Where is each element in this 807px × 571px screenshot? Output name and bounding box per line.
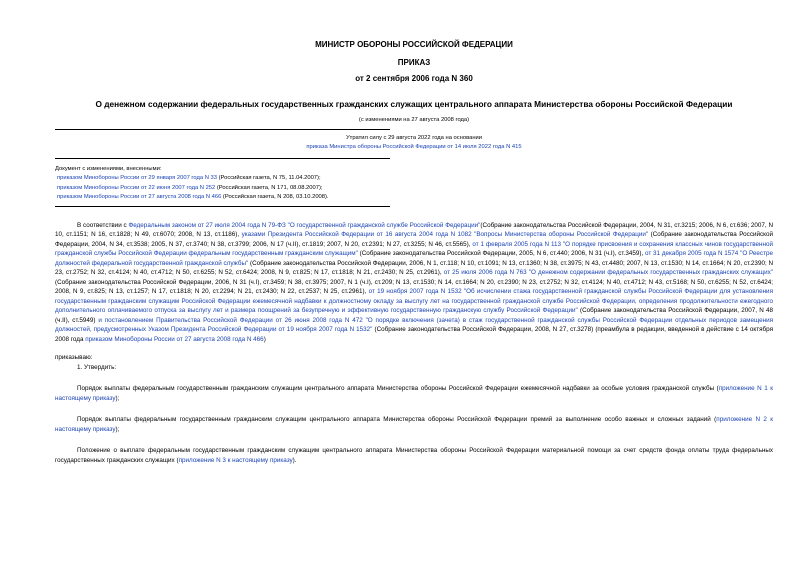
amendment-link[interactable]: приказом Минобороны России от 22 июня 2007 года N 252 xyxy=(57,184,216,191)
ministry-heading: МИНИСТР ОБОРОНЫ РОССИЙСКОЙ ФЕДЕРАЦИИ xyxy=(315,40,513,49)
invalid-notice-link[interactable]: приказа Министра обороны Российской Федерации от 14 июля 2022 года N 415 xyxy=(306,144,522,150)
appendix-link[interactable]: приложение N 2 к настоящему приказу xyxy=(55,416,773,433)
preamble-link[interactable]: от 25 июля 2006 года N 763 "О денежном содержании федеральных государственных гражданских служащих" xyxy=(443,269,773,276)
amendment-item: приказом Минобороны России от 27 августа 2008 года N 466 (Российская газета, N 208, 03.10.2008). xyxy=(57,194,329,200)
preamble-link[interactable]: и постановлением Правительства Российской Федерации от 26 июня 2008 года N 472 "О порядке включения (зачета) в стаж государственной гражданской службы Российской Федерации отдельных периодов замещения должностей, предусмотренных Указом Президента Российской Федерации от 19 ноября 2007 года N 1532" xyxy=(55,316,773,333)
divider xyxy=(55,129,390,130)
preamble-link[interactable]: от 1 февраля 2005 года N 113 "О порядке присвоения и сохранения классных чинов государственной гражданской службы Российской Федерации федеральным государственным гражданским служащим" xyxy=(55,240,773,257)
order-paragraph: Положение о выплате федеральным государственным гражданским служащим центрального аппарата Министерства обороны Российской Федерации материальной помощи за счет средств фонда оплаты труда федеральных государственных гражданских служащих (приложение N 3 к настоящему приказу). xyxy=(55,447,773,464)
amendment-link[interactable]: приказом Минобороны России от 27 августа 2008 года N 466 xyxy=(57,194,222,200)
preamble-link[interactable]: указами Президента Российской Федерации от 16 августа 2004 года N 1082 "Вопросы Министерства обороны Российской Федерации" xyxy=(241,231,649,238)
preamble-link[interactable]: приказом Минобороны России от 27 августа 2008 года N 466 xyxy=(85,335,264,343)
divider xyxy=(55,206,390,207)
amendments-block xyxy=(55,165,773,203)
preamble-link[interactable]: от 19 ноября 2007 года N 1532 "Об исчислении стажа государственной гражданской службы Российской Федерации для установления государственным гражданским служащим Российской Федерации ежемесячной надбавки к должностному окладу за выслугу лет на государственной гражданской службе Российской Федерации, определения продолжительности ежегодного дополнительного оплачиваемого отпуска за выслугу лет и размера поощрений за безупречную и эффективную государственную гражданскую службу Российской Федерации" xyxy=(55,288,773,314)
order-item-1: 1. Утвердить: xyxy=(77,363,117,371)
preamble-link[interactable]: Федеральным законом от 27 июля 2004 года N 79-ФЗ "О государственной гражданской службе Российской Федерации" xyxy=(128,221,481,229)
appendix-link[interactable]: приложение N 1 к настоящему приказу xyxy=(55,385,774,402)
appendix-link[interactable]: приложение N 3 к настоящему приказу xyxy=(178,456,293,464)
order-word: приказываю: xyxy=(55,354,93,361)
doc-type-heading: ПРИКАЗ xyxy=(397,58,431,67)
invalid-notice xyxy=(55,134,773,153)
preamble-paragraph: В соответствии с Федеральным законом от 27 июля 2004 года N 79-ФЗ "О государственной гражданской службе Российской Федерации"(Собрание законодательства Российской Федерации, 2004, N 31, ст.3215; 2006, N 6, ст.636; 2007, N 10, ст.1151; N 16, ст.1828; N 49, ст.6070; 2008, N 13, ст.1186), указами Президента Российской Федерации от 16 августа 2004 года N 1082 "Вопросы Министерства обороны Российской Федерации" (Собрание законодательства Российской Федерации, 2004, N 34, ст.3538; 2005, N 37, ст.3740; N 38, ст.3799; 2006, N 17 (ч.II), ст.1819; 2007, N 20, ст.2391; N 27, ст.3255; N 46, ст.5565), от 1 февраля 2005 года N 113 "О порядке присвоения и сохранения классных чинов государственной гражданской службы Российской Федерации федеральным государственным гражданским служащим" (Собрание законодательства Российской Федерации, 2005, N 6, ст.440; 2006, N 31 (ч.I), ст.3459), от 31 декабря 2005 года N 1574 "О Реестре должностей федеральной государственной гражданской службы" (Собрание законодательства Российской Федерации, 2006, N 1, ст.118; N 10, ст.1091; N 13, ст.1360; N 38, ст.3975; N 43, ст.4480; 2007, N 13, ст.1530; N 14, ст.1664; N 20, ст.2390; N 23, ст.2752; N 32, ст.4124; N 40, ст.4712; N 50, ст.6255; N 52, ст.6424; 2008, N 9, ст.825; N 17, ст.1818; N 21, ст.2430; N 25, ст.2961), от 25 июля 2006 года N 763 "О денежном содержании федеральных государственных гражданских служащих" (Собрание законодательства Российской Федерации, 2006, N 31 (ч.I), ст.3459; N 38, ст.3975; 2007, N 1 (ч.I), ст.209; N 13, ст.1530; N 14, ст.1664; N 20, ст.2390; N 23, ст.2752; N 32, ст.4124; N 40, ст.4712; N 43, ст.5168; N 50, ст.6255; N 52, ст.6424; 2008, N 9, ст.825; N 13, ст.1257; N 17, ст.1818; N 20, ст.2294; N 21, ст.2430; N 22, ст.2537; N 25, ст.2961), от 19 ноября 2007 года N 1532 "Об исчислении стажа государственной гражданской службы Российской Федерации для установления государственным гражданским служащим Российской Федерации ежемесячной надбавки к должностному окладу за выслугу лет на государственной гражданской службе Российской Федерации, определения продолжительности ежегодного дополнительного оплачиваемого отпуска за выслугу лет и размера поощрений за безупречную и эффективную государственную гражданскую службу Российской Федерации" (Собрание законодательства Российской Федерации, 2007, N 48 (ч.II), ст.5949) и постановлением Правительства Российской Федерации от 26 июня 2008 года N 472 "О порядке включения (зачета) в стаж государственной гражданской службы Российской Федерации отдельных периодов замещения должностей, предусмотренных Указом Президента Российской Федерации от 19 ноября 2007 года N 1532" (Собрание законодательства Российской Федерации, 2008, N 27, ст.3278) (преамбула в редакции, введенной в действие с 14 октября 2008 года приказом Минобороны России от 27 августа 2008 года N 466) xyxy=(55,221,774,343)
amendment-item: приказом Минобороны России от 22 июня 2007 года N 252 (Российская газета, N 171, 08.08.2007); xyxy=(57,184,323,191)
amendment-link[interactable]: приказом Минобороны России от 29 января 2007 года N 33 xyxy=(57,175,217,181)
amendments-heading: Документ с изменениями, внесенными: xyxy=(55,165,162,172)
amendment-item: приказом Минобороны России от 29 января 2007 года N 33 (Российская газета, N 75, 11.04.2007); xyxy=(57,175,321,181)
invalid-notice-text: Утратил силу с 29 августа 2022 года на основании xyxy=(345,134,483,141)
order-paragraph: Порядок выплаты федеральным государственным гражданским служащим центрального аппарата Министерства обороны Российской Федерации ежемесячной надбавки за особые условия гражданской службы (приложение N 1 к настоящему приказу); xyxy=(55,385,774,402)
doc-date-number: от 2 сентября 2006 года N 360 xyxy=(355,74,473,83)
order-paragraph: Порядок выплаты федеральным государственным гражданским служащим центрального аппарата Министерства обороны Российской Федерации премий за выполнение особо важных и сложных заданий (приложение N 2 к настоящему приказу); xyxy=(55,416,773,433)
preamble-link[interactable]: от 31 декабря 2005 года N 1574 "О Реестре должностей федеральной государственной гражданской службы" xyxy=(55,250,773,267)
document-title: О денежном содержании федеральных государственных гражданских служащих центрального аппарата Министерства обороны Российской Федерации xyxy=(95,99,733,109)
document-body xyxy=(55,40,773,465)
changes-note: (с изменениями на 27 августа 2008 года) xyxy=(358,117,470,123)
divider xyxy=(55,158,390,159)
